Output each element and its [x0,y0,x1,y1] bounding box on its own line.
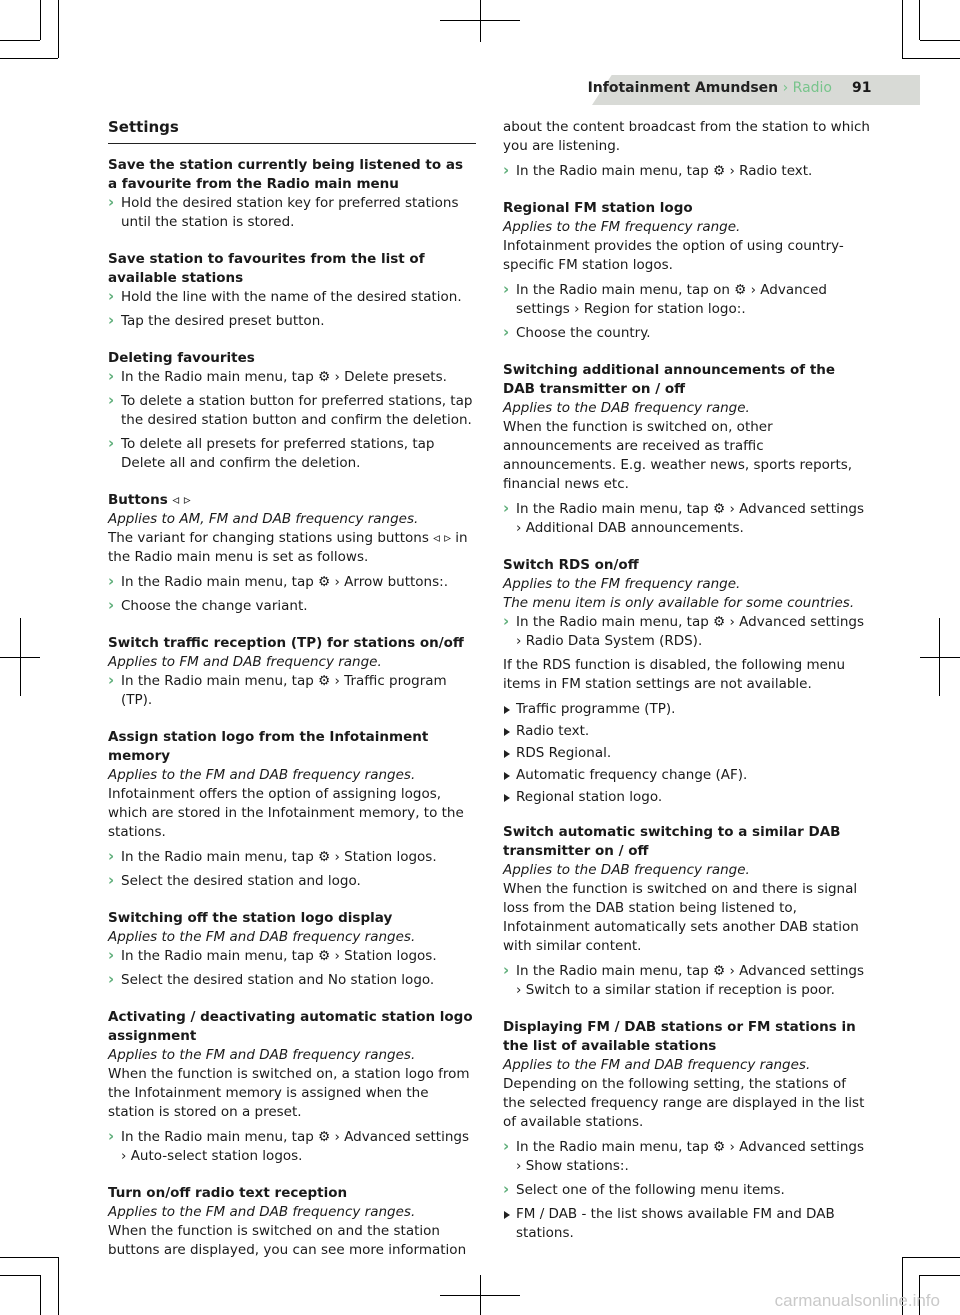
instruction-step: › In the Radio main menu, tap ⚙ › Station logos. [108,947,476,966]
crop-mark [902,58,960,59]
applies-note: Applies to the FM and DAB frequency ranges. [108,929,416,945]
spacer [108,896,476,902]
subheading: Save station to favourites from the list of available stations [108,251,425,286]
paragraph: The variant for changing stations using buttons ◃ ▹ in the Radio main menu is set as follows. [108,530,468,565]
spacer [503,1005,871,1011]
crop-mark [0,1257,58,1258]
spacer [108,336,476,342]
crop-mark [40,1275,41,1315]
spacer [503,348,871,354]
crop-mark [40,0,41,40]
instruction-step: › In the Radio main menu, tap ⚙ › Arrow buttons:. [108,573,476,592]
spacer [108,621,476,627]
list-item: Radio text. [503,722,871,741]
list-item: RDS Regional. [503,744,871,763]
paragraph: If the RDS function is disabled, the following menu items in FM station settings are not available. [503,657,846,692]
instruction-step: › Select the desired station and logo. [108,872,476,891]
instruction-step: › Tap the desired preset button. [108,312,476,331]
paragraph: Infotainment provides the option of using country-specific FM station logos. [503,238,844,273]
crop-mark [480,0,481,42]
watermark: carmanualsonline.info [774,1291,940,1310]
applies-note: Applies to the FM and DAB frequency ranges. [108,1047,416,1063]
subheading: Switching additional announcements of the DAB transmitter on / off [503,362,836,397]
paragraph: Infotainment offers the option of assigning logos, which are stored in the Infotainment memory, to the stations. [108,786,464,840]
crop-mark [902,1257,960,1258]
instruction-step: › In the Radio main menu, tap ⚙ › Traffic program (TP). [108,672,476,710]
applies-note: Applies to the FM and DAB frequency ranges. [108,767,416,783]
subheading: Save the station currently being listened to as a favourite from the Radio main menu [108,157,463,192]
instruction-step: › In the Radio main menu, tap ⚙ › Advanced settings › Auto-select station logos. [108,1128,476,1166]
crop-mark [0,40,40,41]
instruction-step: › Hold the desired station key for preferred stations until the station is stored. [108,194,476,232]
crop-mark [440,1295,520,1296]
crop-mark [58,1257,59,1315]
instruction-step: › In the Radio main menu, tap ⚙ › Advanced settings › Show stations:. [503,1138,871,1176]
subheading: Buttons ◃ ▹ [108,492,191,508]
applies-note: Applies to AM, FM and DAB frequency ranges. [108,511,419,527]
applies-note: Applies to the DAB frequency range. [503,862,750,878]
instruction-step: › In the Radio main menu, tap ⚙ › Advanced settings › Switch to a similar station if reception is poor. [503,962,871,1000]
instruction-step: › In the Radio main menu, tap on ⚙ › Advanced settings › Region for station logo:. [503,281,871,319]
paragraph: When the function is switched on and there is signal loss from the DAB station being listened to, Infotainment automatically sets another DAB station with similar content. [503,881,859,954]
right-column [503,118,871,1252]
crop-mark [920,40,960,41]
applies-note: Applies to the FM frequency range. [503,219,741,235]
spacer [108,237,476,243]
crop-mark [440,20,520,21]
spacer [503,1246,871,1252]
spacer [108,1266,476,1272]
page-number: 91 [852,80,872,96]
list-item: Traffic programme (TP). [503,700,871,719]
paragraph: When the function is switched on, a station logo from the Infotainment memory is assigned when the station is stored on a preset. [108,1066,470,1120]
instruction-step: › Choose the country. [503,324,871,343]
crop-mark [920,1275,960,1276]
paragraph: Depending on the following setting, the stations of the selected frequency range are displayed in the list of available stations. [503,1076,865,1130]
paragraph: When the function is switched on and the station buttons are displayed, you can see more information [108,1223,467,1258]
subheading: Switch RDS on/off [503,557,639,573]
crop-mark [902,0,903,58]
subheading: Switching off the station logo display [108,910,393,926]
spacer [108,995,476,1001]
left-column [108,118,476,1272]
instruction-step: › To delete a station button for preferred stations, tap the desired station button and confirm the deletion. [108,392,476,430]
paragraph: When the function is switched on, other announcements are received as traffic announcements. E.g. weather news, sports reports, financial news etc. [503,419,853,492]
subheading: Regional FM station logo [503,200,693,216]
spacer [503,543,871,549]
header-title: Infotainment Amundsen [587,80,779,96]
instruction-step: › Hold the line with the name of the desired station. [108,288,476,307]
spacer [108,715,476,721]
spacer [108,478,476,484]
running-header [588,80,832,96]
applies-note: Applies to FM and DAB frequency range. [108,654,382,670]
instruction-step: › In the Radio main menu, tap ⚙ › Radio text. [503,162,871,181]
instruction-step: › In the Radio main menu, tap ⚙ › Advanced settings › Additional DAB announcements. [503,500,871,538]
list-item: Automatic frequency change (AF). [503,766,871,785]
instruction-step: › In the Radio main menu, tap ⚙ › Delete presets. [108,368,476,387]
subheading: Assign station logo from the Infotainment memory [108,729,429,764]
instruction-step: › Select one of the following menu items. [503,1181,871,1200]
instruction-step: › To delete all presets for preferred stations, tap Delete all and confirm the deletion. [108,435,476,473]
crop-mark [920,657,960,658]
subheading: Turn on/off radio text reception [108,1185,348,1201]
applies-note: Applies to the DAB frequency range. [503,400,750,416]
instruction-step: › Select the desired station and No station logo. [108,971,476,990]
spacer [108,1171,476,1177]
subheading: Deleting favourites [108,350,255,366]
crop-mark [58,0,59,58]
crop-mark [0,58,58,59]
spacer [503,810,871,816]
applies-note: Applies to the FM and DAB frequency ranges. [108,1204,416,1220]
subheading: Switch traffic reception (TP) for stations on/off [108,635,464,651]
crop-mark [0,1275,40,1276]
subheading: Activating / deactivating automatic station logo assignment [108,1009,473,1044]
section-title: Settings [108,118,476,144]
header-separator: › [778,80,793,96]
applies-note: Applies to the FM and DAB frequency ranges. [503,1057,811,1073]
instruction-step: › In the Radio main menu, tap ⚙ › Advanced settings › Radio Data System (RDS). [503,613,871,651]
crop-mark [0,657,40,658]
list-item: FM / DAB - the list shows available FM and DAB stations. [503,1205,871,1243]
spacer [503,186,871,192]
availability-note: The menu item is only available for some countries. [503,595,855,611]
header-section: Radio [792,80,832,96]
instruction-step: › In the Radio main menu, tap ⚙ › Station logos. [108,848,476,867]
list-item: Regional station logo. [503,788,871,807]
subheading: Displaying FM / DAB stations or FM stations in the list of available stations [503,1019,856,1054]
crop-mark [919,0,920,40]
subheading: Switch automatic switching to a similar DAB transmitter on / off [503,824,841,859]
applies-note: Applies to the FM frequency range. [503,576,741,592]
instruction-step: › Choose the change variant. [108,597,476,616]
paragraph: about the content broadcast from the station to which you are listening. [503,119,870,154]
